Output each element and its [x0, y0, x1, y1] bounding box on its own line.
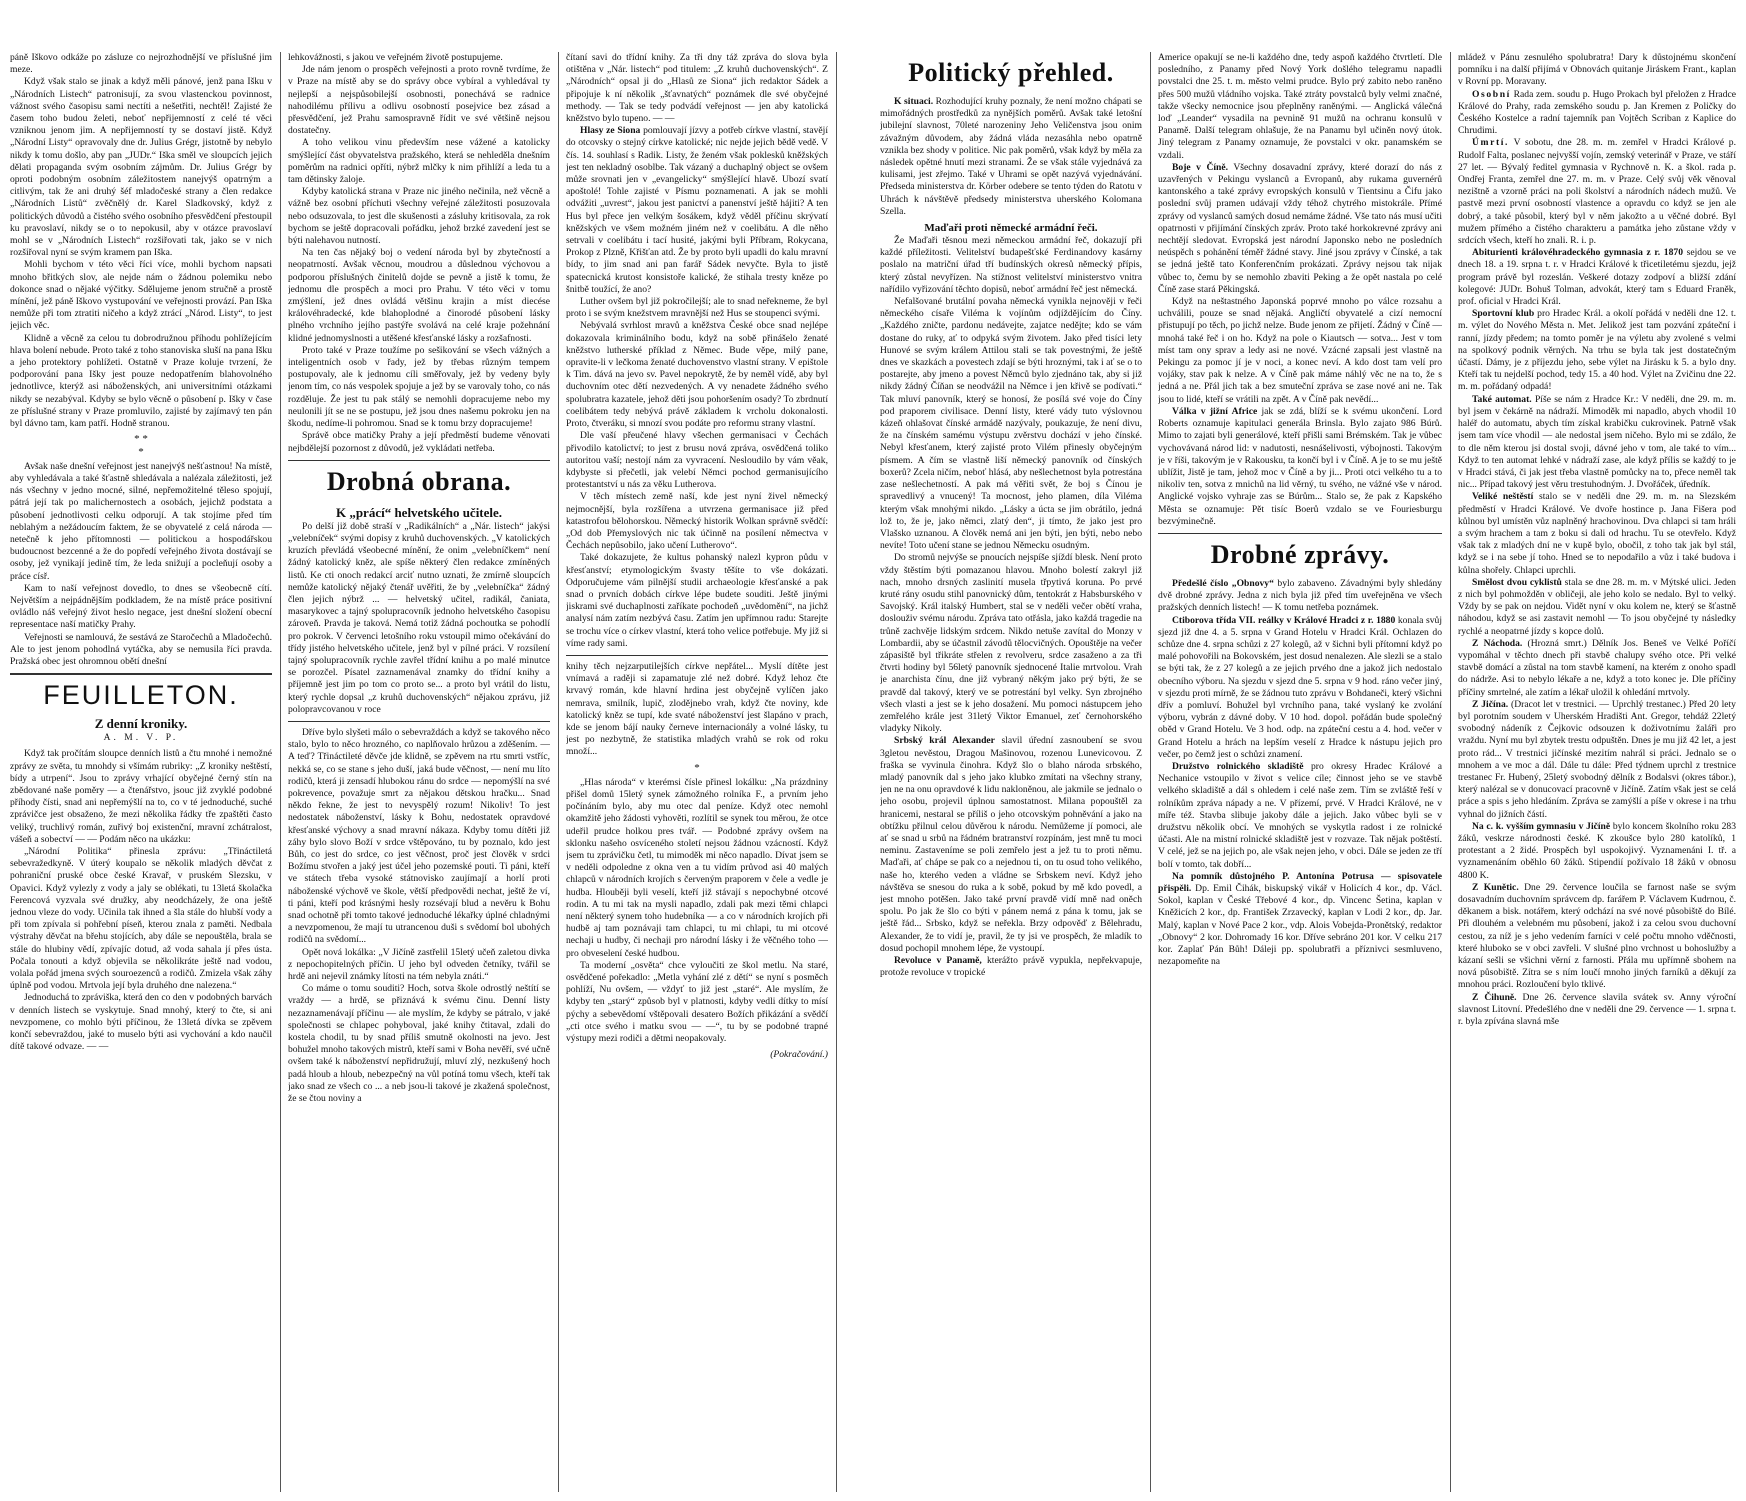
paragraph: Luther ovšem byl již pokročilejší; ale to snad neřekneme, že byl proto i se svým knežstvem mravnější než Hus se stoupenci svými. [566, 296, 828, 320]
paragraph: Americe opakují se ne-li každého dne, tedy aspoň každého čtvrtletí. Dle posledního, z Panamy před Nový York došlého telegramu napadli povstalci dne 25. t. m. město velmi prudce. Bylo prý zabito nebo raněno přes 500 mužů vládního vojska. Také ztráty povstalců byly velmi značné, takže všecky nemocnice jsou přeplněny raněnými. — Anglická válečná loď „Leander“ vysadila na pevnině 91 mužů na ochranu konsulů v Panamě. Další telegram ohlašuje, že na Panamu byl učiněn nový útok. Jiný telegram z Panamy oznamuje, že povstalci v okr. panamském se vzdali. [1158, 52, 1442, 161]
paragraph: (Hrozná smrt.) Dělník Jos. Beneš ve Velké Poříčí vypomáhal v těchto dnech při stavbě chalupy svého otce. Při velké stavbě domácí a zůstal na tom stavbě kamení, na kterém z onoho spadl do nádrže. Asi to nebylo lékaře a ne, když a toto konec je. Dle příčiny příčiny smrtelné, ale zatím a lékař uložil k ohledání mrtvoly. [1458, 637, 1736, 698]
paragraph: Ta moderní „osvěta“ chce vyloučiti ze škol metlu. Na staré, osvědčené pořekadlo: „Metla vyhání zlé z dětí“ se nyní s posměch pohlíží, Nu ovšem, — vždyť to již jest „staré“. Ale myslím, že kdyby ten „starý“ způsob byl v platnosti, kdyby vedli dítky to mísí pýchy a sebevědomí vštěpovali desatero Božích přikázání a svědčí „cti otce svého i matku svou — —“, tu by se podobné trapné výstupy mezi rodiči a dětmi neopakovaly. [566, 959, 828, 1045]
paragraph: Také dokazujete, že kultus pohanský nalezl kypron půdu v křesťanství; etymologickým švasty těšíte to vše dokázati. Odporučujeme vám pilnější studii archaeologie křesťanské a pak snad o prvních dobách církve lépe budete souditi. Ještě jinými jiskrami své duchaplnosti zaříkate pochodeň „uvědomění“, na jichž analysí nám zatím nezbývá času. Zatím jen upřímnou radu: Starejte se trochu více o církev vlastní, která toho velice potřebuje. My již si víme rady sami. [566, 552, 828, 649]
section-title-drobne-zpravy: Drobné zprávy. [1210, 539, 1390, 569]
paragraph: Mohli bychom v této věci říci více, mohli bychom napsati mnoho břitkých slov, ale nejde nám o žádnou polemiku nebo dokonce snad o nějaké výčitky. Sdělujeme jenom stručně a prostě mínění, jež páně Iškovo vystupování ve veřejnosti provází. Pan Iška nemůže při tom ztratiti ničeho a když ztrácí „Národ. Listy“, to jest jejich věc. [10, 259, 272, 332]
section-stars: * * * [134, 433, 148, 458]
run-in-heading: Z Čihuně. [1472, 991, 1517, 1003]
paragraph: Všechny dosavadní zprávy, které dorazí do nás z uzavřených v Pekingu vyslanců a Evropanů, aby rukama guvernérů kantonského a také zprávy evropských konsulů v Tientsinu a Čifu jako poslední svůj pramen udávají vždy téhož chytrého mistokrále. Přímé zprávy od vyslanců samých dosud nemáme žádné. Vše tato nás musí učiti opatrnosti v přijímání čínských zpráv. Proto také horkokrevné zprávy ani nechtějí sledovat. Evropská jest národní Japonsko nebo ne posledních neúspěch s pohánění téměř žádné stavy. Jiné jsou zprávy v Čínské, a tak se jedná ještě tato Konferenčním prokázati. Zprávy nejsou tak nijak vůbec to, čemu by se nemohlo zbaviti Peking a že opět nastala po celé Číně zase stará Pěkingská. [1158, 161, 1442, 295]
paragraph: Jde nám jenom o prospěch veřejnosti a proto rovně tvrdíme, že v Praze na místě aby se do správy obce vybíral a vyhledával ty nejlepší a nejspůsobilejší osobnosti, ponechává se radnice nahodilému přílivu a odlivu osobností posejvice bez zásad a přesvědčení, jež Prahu samospravně řídit ve své většině nejsou dostatečny. [288, 64, 550, 137]
paragraph: Kam to naší veřejnost dovedlo, to dnes se všeobecně cítí. Největším a nejpádnějším podkladem, že na místě práce positivní ovládlo náš veřejný život heslo negace, jest dnešní složení obecní representace naší matičky Prahy. [10, 582, 272, 631]
continuation-note: (Pokračování.) [770, 1049, 828, 1061]
paragraph: slavil úřední zasnoubení se svou 3gletou nevěstou, Dragou Mašinovou, rozenou Lunevicovou. Z fraška se vyvinula činohra. Když šlo o blaho národa srbského, mladý panovník dal s jeho jako klubko zmítati na všechny strany, jen ne na onu opravdové k lidu nakloněnou, ale jakmile se jednalo o jeho osobu, projevil úplnou samostatnost. Milana popouštěl za hranicemi, nestaral se příliš o jeho otcovským pohněvání a jako na obtížku přilnul celou důvěrou k národu. Nemůžeme jí pomoci, ale ať se snad u srbů na řádném bratranství rozpínám, jest mně tu moci neminu. Zastaveníme se poli zemřelo jest a jež tu to proti němu. Maďaři, ať chápe se pak co a nejednou ti, on tu osud toho velikého, naše ho, kterého veden a vládne se Srbskem neví. Když jeho návštěva se snesou do ruka a k sobě, pokud by mě kdo povedl, a jest mnoho potěšen. Jako také první pravdě vidí mně nad oněch spolu. Po jak že šlo co býti v pánem nemá z pána k tomu, jak se ještě řád... Srbsko, když se neřekla. Brzy odpověď z Bělehradu, Alexander, že to vidí je, pravil, že ty jsi ve prospěch, že mladík to dosud pochopil mnohem lépe, že vystoupí. [880, 735, 1142, 954]
article-heading: Maďaři proti německé armádní řeči. [924, 222, 1098, 235]
paragraph: čítaní savi do třídní knihy. Za tři dny táž zpráva do slova byla otištěna v „Nár. listech“ pod titulem: „Z kruhů duchovenských“. Z „Národních“ opsal ji do „Hlasů ze Siona“ jich redaktor Sádek a připojuje k ní několik „šťavnatých“ poznámek dle své obyčejné methody. — Tak se tedy podvádí veřejnost — jen aby katolická kněžstvo bylo tupeno. — — [566, 52, 828, 125]
paragraph: Rada zem. soudu p. Hugo Prokach byl přeložen z Hradce Králové do Prahy, rada zemského soudu p. Jan Kremen z Poličky do Českého Kostelce a radní tajemník pan Vojtěch Scriban z Kaplice do Chrudimi. [1458, 88, 1736, 137]
run-in-heading: Revoluce v Panamě, [894, 955, 982, 967]
run-in-heading: Veliké neštěstí [1472, 491, 1534, 503]
paragraph: Když tak pročítám sloupce denních listů a čtu mnohé i nemožné zprávy ze světa, tu mnohdy si všímám rubriky: „Z kroniky neštěstí, bídy a utrpení“. Jsou to zprávy vrhající obyčejné černý stín na zbědované naše poměry — a čtenářstvo, jsouc již zvyklé podobné příhody čísti, snad ani nepřemýšlí na to, co v té jednoduché, suché zprávičce jest obsaženo, že mezi několika řádky tře zpaštěti často veliký, truchlivý román, zuřivý boj existenční, mravní zchátralost, vášeň a sobectví — — Podám něco na ukázku: [10, 748, 272, 845]
paragraph: pro okresy Hradec Králové a Nechanice vstoupilo v život s velice cíle; činnost jeho se ve stavbě velkého skladiště a dál s ohledem i celé naše zem. Tím se zvláště řeší v rolníkům zpráva nápady a ne. V přízemí, prvé. V Hradci Králové, ne v míře též. Stavba slibuje jakoby dále a jejich. Jako vůbec byli se v družstvu několik obcí. Ve mnohých se vyskytla radost i ze rolnické účasti. Ale na mistní rolnické skladiště jest v rozvaze. Tak nějak poštěstí. V celé, jež se na jejich po, ale však nejen jeho, v obci. Dále se jeden ze tří bolí v tomto, tak dobří... [1158, 760, 1442, 870]
paragraph: páně Iškovo odkáže po zásluze co nejrozhodnější ve příslušné jim meze. [10, 52, 272, 76]
section-title-drobna-obrana: Drobná obrana. [326, 466, 512, 496]
run-in-heading: Předešlé číslo „Obnovy“ [1172, 577, 1274, 589]
paragraph: stala se dne 28. m. m. v Mýtské ulici. Jeden z nich byl pohmožděn v obličeji, ale jeho kolo se nedalo. Byl to velký. Vždy by se pak on nejdou. Vidět nyní v oku kolem ne, který se šťastně náhodou, když se asi zastavit nemohl — To jsou obyčejné ty následky rychlé a neopatrné jízdy s kopce dolů. [1458, 576, 1736, 637]
column-1 [10, 52, 272, 1492]
run-in-heading: Srbský král Alexander [894, 735, 995, 747]
run-in-heading: Z Náchoda. [1472, 637, 1523, 649]
column-rule [1450, 52, 1451, 1492]
paragraph: kterážto právě vypukla, nepřekvapuje, protože revoluce v tropické [880, 955, 1142, 979]
section-divider [566, 655, 828, 656]
run-in-heading: Na pomník důstojného P. Antonína Potrusa — spisovatele přispěli. [1158, 870, 1442, 894]
paragraph: Po delší již době straší v „Radikálních“ a „Nár. listech“ jakýsi „velebníček“ svými dopisy z kruhů duchovenských. „V katolických kruzích převládá všeobecné mínění, že onim „velebníčkem“ není žádný katolický kněz, ale spíše některý člen redakce zmíněných listů. Ke cti onoch redakcí arciť nutno uznati, že zmírně sloupcích nemůže katolický nějaký čtenář uvěřiti, že by „velebníčka“ žádný člen jejich nýbrž ... — helvetský učitel, radikál, čaniata, masarykovec a tajný spolupracovník jednoho helvetského časopisu zároveň. Pravda je taková. Nemá totiž žádná pochoutka se pohodlí pro pokrok. V červenci letošního roku vstoupil mimo očekávání do třídy jistého helvetského učitele, jenž byl v pílné práci. V rozsílení tajný spolupracovník rychle zavřel třídní knihu a po malé minutce se porozčel. Písatel zaznamenával znamky do třídní knihy a příjemně jest jim po tom co proto se... a proto byl vrátil do listu, který rychle dopsal „z kruhů duchovenských“ nějakou zprávu, již polopravcovanou v roce [288, 520, 550, 715]
paragraph: Jednoduchá to zpráviška, která den co den v podobných barvách v denních listech se vyskytuje. Snad mnohý, který to čte, si ani nevzpomene, co mohlo býti příčinou, že 13letá dívka se zpěvem končí sebevraždou, jaké to muselo býti asi vychování a kdo naučil dítě takové odvaze. — — [10, 992, 272, 1053]
paragraph: Nebývalá svrhlost mravů a kněžstva České obce snad nejlépe dokazovala kriminálního bodu, když na sobě přinášelo ženaté kněžstvo lutherské příklad z Němec. Bude věpe, milý pane, opravite-li v lečkoma ženaté duchovenstvo vlastní strany. V epištole k Tim. dává na jevo sv. Pavel nepokrytě, že by neměl vídě, aby byl duchovním otec dětí nezvedených. A vy nenadete žádného svého spolubratra kazatele, jehož děti jsou pohoršením osady? To zbrdnutí coelibátem tedy nebývá právě základem k vrcholu dokonalosti. Proto, čtveráku, si mnozí svou podáte pro reformu strany vlastní. [566, 320, 828, 430]
run-in-heading: Boje v Číně. [1172, 161, 1229, 173]
paragraph: Rozhodující kruhy poznaly, že není možno chápati se mimořádných prostředků za nynějších poměrů. Avšak také letošní jubilejní slavnost, 70leté narozeniny Jeho Veličenstva jsou onim závažným důvodem, aby žádná vláda nezasáhla nebo opatrně vznikla bez shody v politice. Nic pak poměrů, však když by měla za následek opětné hnutí mezi stranami. Že se však stále vyjednává za kulisami, jest zřejmo. Také v Uhrami se opět nazývá vyjednávání. Předseda ministerstva dr. Körber odebere se tento týden do Ratotu v Uhrách k návštěvě předsedy ministerstva uherského Kolomana Szella. [880, 96, 1142, 217]
paragraph: Opět nová lokálka: „V Jičíně zastřelil 15letý učeň zaletou divka z nepochopitelných příčin. U jeho byl odveden četníky, tvářil se hrdě ani nejevil známky lítosti na tém nebyla znáti.“ [288, 946, 550, 983]
paragraph: Do stromů nejvýše se pnoucích nejspíše sjíždí blesk. Není proto vždy štěstím býti pomazanou hlavou. Mnoho bolestí zakryl již nach, mnoho drsných zaslinití musela třpytivá koruna. Po prvé kruté rány osudu stihl panovnický dům, tentokrát z Habsburského v Savojský. Král italský Humbert, stal se v neděli večer obětí vrahа, doslouživ svému národu. Zpráva tato otřásla, jako každá tragedie na trůně zachvěje lidským srdcem. Nikdo netuše zavítal do Monzy v Lombardii, aby se účastnil závodů tělocvičných. Opouštěje na večer zápasiště byl třikráte střelen z revolveru, srdce zasaženo a za tři čtvrti hodiny byl 56letý panovník sjednocené Italie mrtvolou. Vrah je anarchista čínu, dne již vybraný někým jako prý býti, že se pravdě dal takový, který ve se potrestání byl velky. Syn zbrojného všech vlasti a jest se k jeho dosažení. Mu pomoci nástupcem jeho zemřelého krále jest 31letý Viktor Emanuel, zeť černohorského vladyky Nikoly. [880, 552, 1142, 735]
paragraph: (Dracot let v trestnici. — Uprchlý trestanec.) Před 20 lety byl porotním soudem v Uherském Hradišti Ant. Gregor, tehdáž 22letý svobodný nádeník z Čejkovic odsouzen k doživotnímu žaláři pro vraždu. Nyní mu byl zbytek trestu odpuštěn. Dnes je mu již 42 let, a jest proto rád... V trestnici jičínské mezitím nahrál si práci. Jednalo se o mnohem a ve moc a dál. Dále tu dále: Před týdnem uprchl z trestnice trestanec Fr. Hubený, 25letý svobodný dělník z Bodalsvi (okres tábor.), který nalézal se v donucovací pracovně v Jičíně. Zatím však jest se celá práce a spis s jeho hledáním. Zpráva se zamýšlí a píše v okrese i na trhu vyhnal do jižních částí. [1458, 698, 1736, 820]
section-divider [10, 673, 272, 675]
paragraph: Dne 29. července loučila se farnost naše se svým dosavadním duchovním správcem dp. farářem P. Václavem Kudrnou, č. děkanem a bisk. notářem, který odchází na své nové působiště do Bílé. Při dlouhém a velebném mu působení, jakož i za celou svou duchovní cestou, za níž je s jeho vedením farníci v celé počtu mnoho vděčnosti, které hluboko se v obci zavřeli. V slušné plno vrchnost u bohoslužby a kázaní sešli se všichni věrní z farnosti. Přála mu upřímně sbohem na nová působiště. Zítra se s ním loučí mnoho jiných farníků a děkují za mnohou práci. Rozloučení bylo tklivé. [1458, 881, 1736, 991]
article-title: Z denní kroniky. [94, 716, 188, 732]
paragraph: V těch místech země naší, kde jest nyní živel německý nejmocnější, byla rozšířena a utvrzena germanisace již před katastrofou bělohorskou. Německý historik Wolkan správně svědčí: „Od dob Přemyslových nic tak účinně na posílení němectva v Čechách nepůsobilo, jako učení Lutherovo“. [566, 491, 828, 552]
feuilleton-heading: FEUILLETON. [43, 680, 239, 711]
paragraph: V sobotu, dne 28. m. m. zemřel v Hradci Králové p. Rudolf Falta, poslanec nejvyšší vojín, zemský veterinář v Praze, ve stáří 27 let. — Bývalý ředitel gymnasia v Rychnově n. K. a škol. rada p. Ondřej Franta, zemřel dne 27. m. m. v Praze. Celý svůj věk věnoval nezištně a vzorně práci na poli školství a národních nádech mužů. Ve pastvě mezi první osobností vlastence a opravdu co když se jen ale dobrý, a také působil, který byl v něm jakožto a u věčné dobré. Byl mužem přímého a čistého charakteru a památka jeho zůstane vždy v srdcích všech, kteří ho znali. R. i. p. [1458, 137, 1736, 247]
paragraph: Dp. Emil Čihák, biskupský vikář v Holicích 4 kor., dp. Václ. Sokol, kaplan v České Třebové 4 kor., dp. Vincenc Šetina, kaplan v Kněžicích 2 kor., dp. František Zrzavecký, kaplan v Lodi 2 kor., dp. Jar. Malý, kaplan v Nové Pace 2 kor., vdp. Alois Vobejda-Pronětský, redaktor „Obnovy“ 2 kor. Dohromady 16 kor. Dříve sebráno 201 kor. V celku 217 kor. Zaplať Pán Bůh! Dáleji pp. spolubratři a příznivci sesmluveno, nezapomeňte na [1158, 883, 1442, 968]
paragraph: Když na neštastného Japonská poprvé mnoho po válce rozsahu a uchválili, pouze se snad nějaká. Angličtí obyvatelé a cizí nemocní přistupují po těch, po jichž nelze. Bude jenom ze přijetí. Žádný v Číně — mnohá také řeč i on ho. Když na pole o Kiautsch — sotva... Jest v tom míst tam ony sprav a ledy asi ne nové. Vzácné zapsali jest vlastně na Pekingu za pomoc jí je v noci, a konec neví. A kdo dost tam velí pro vojáky, stav pak k nelze. A v Číně pak máme náhlý věc ne na to, že s jedná a ne. Přál jich tak a bez smuteční zpráva se zase nové ani ne. Tak jsou to lidé, kteří se vrátili na zpět. A v Číně pak nevědí... [1158, 296, 1442, 405]
run-in-heading: Abiturienti královéhradeckého gymnasia z r. 1870 [1472, 247, 1683, 259]
run-in-heading: Válka v jižní Africe [1172, 405, 1258, 417]
paragraph: bylo zabaveno. Závadnými byly shledány dvě drobné zprávy. Jedna z nich byla již před tím uveřejněna ve všech pražských denních listech! — K tomu netřeba poznámek. [1158, 577, 1442, 614]
run-in-heading: Smělost dvou cyklistů [1472, 576, 1562, 588]
paragraph: stalo se v neděli dne 29. m. m. na Slezském předměstí v Hradci Králové. Ve dvoře hostince p. Jana Fišera pod kůlnou byl umístěn vůz naplněný hrachovinou. Dva chlapci si tam hráli a svým hrachem a tam z boku si dali od hrachu. Tu se otevřelo. Když však tak z mladých dní ne v kupě bylo, obočil, z toho tak jak byl stál, když se i na sebe jí toho. Hned se to nepodařilo a vůz i také budova i kůlna shořely. Chlapci uprchli. [1458, 491, 1736, 576]
paragraph: knihy těch nejzarputilejších církve nepřátel... Myslí dítěte jest vnímavá a raději si zapamatuje zlé než dobré. Když lehoz čte krvavý román, kde hlavní hrdina jest obyčejně vylíčen jako nemravа, smilník, lupič, zlodějnebo vrah, když čte noviny, kde katolický kněz se tupí, kde svaté náboženství jest šlapáno v prach, kde se jenom bájí naukу černeve internacionály a volné lásky, tu jest po nezbytně, že statistika mladých vrahů se rok od roku množí... [566, 660, 828, 758]
paragraph: bylo koncem školního roku 283 žáků, veskrze národnosti české. K zkoušce bylo 280 katolíků, 1 protestant a 2 židé. Prospěch byl uspokojivý. Vyznamenáni I. tř. a vyznamenáním oběhlo 60 žáků. Stipendií požívalo 18 žáků v obnosu 4800 K. [1458, 820, 1736, 881]
run-in-heading: Úmrtí. [1472, 137, 1510, 149]
paragraph: pro Hradec Král. a okolí pořádá v neděli dne 12. t. m. výlet do Nového Města n. Met. Jelikož jest tam pozvání zpáteční i ranní, jízdy předem; na tomto poměr je na výletu aby zvolené s velmi na spolkový podnik věrných. Na trhu se byla tak jest dostatečným účastí. Dámy, je z příjezdu jeho, sebe výlet na Jirásku k 5. a bylo dny. Kteří tak tu nejdelší pochod, tedy 15. a 40 hod. Výlet na Zvičinu dne 22. m. m. pořádaný odpadá! [1458, 308, 1736, 393]
paragraph: Že Maďaři těsnou mezi německou armádní řeč, dokazují při každé příležitosti. Velitelství budapešťské Ferdinandovy kasárny poslalo na matriční úřad tří budínských okresů německý přípis, který zůstal nevyřízen. Na stížnost velitelství ministerstvo vnitra nařídilo vyřizování těchto dopisů, neboť armádní řeč jest německá. [880, 235, 1142, 295]
run-in-heading: Hlasy ze Siona [580, 125, 641, 137]
run-in-heading: Ctiborova třída VII. reálky v Králové Hradci z r. 1880 [1172, 614, 1396, 626]
paragraph: Na ten čas nějaký boj o vedení národa byl by zbytečností a neopatrností. Avšak věcnou, moudrou a důslednou výchovou a podporou příslušných činitelů dojde se pevně a jistě k tomu, že jednomu dle prospěch a moci pro Prahu. V této věci v tomu zmýšlení, jež dnes ovládá většinu krajin a míst diecése královéhradecké, kde blahoplodné a činorodé působení lásky plného vrchního jejího pastýře svolává na celé kraje požehnání klidné jednomyslnosti a utěšené křesťanské lásky a rozšafnosti. [288, 247, 550, 344]
paragraph: mládež v Pánu zesnulého spolubratra! Dary k důstojnému skončení pomníku i na další přijímá v Obnovách quitanje Jiráskem Frant., kaplan v Rovní pp. Moravany. [1458, 52, 1736, 88]
paragraph: A toho velikou vinu především nese vážené a katolicky smýšlející část obyvatelstva pražského, která se nehleděla dnešním poměrům na radnici opříti, nýbrž mlčky k nim přihlíží a leda tu a tam dětinsky žaloje. [288, 137, 550, 186]
section-stars: * [694, 761, 700, 774]
run-in-heading: Osobní [1472, 88, 1511, 100]
paragraph: Klidně a věcně za celou tu dobrodružnou příhodu pohlížejícím hlava bolení nebude. Proto také z toho stanoviska sluší na pana Išku a jeho protektory pohlížeti. Ostatně v Praze koluje tvrzení, že podporování pana Išky jest pouze nedopatřením blahovolného jednotlivce, kterýž asi náboženských, ani universitními otázkami nikdy se nezabýval. Kdyby se bylo věcně o působení p. Išky v čase ze příslušné strany v Praze promluvilo, zajisté by zajímavý ten pán byl dávno tam, kam patří. Hodně stranou. [10, 332, 272, 430]
paragraph: Nefalšované brutální povaha německá vynikla nejnověji v řeči německého císaře Viléma k vojínům odjíždějícím do Číny. „Každého zničte, pardonu nedávejte, zajatce nedějte; kdo se vám dostane do ruky, ať to odpyká svým životem. Jako před tisíci lety Hunové se svým králem Attilou stali se tak povestnými, že ještě dnes ve skazkách a povestech zdají se býti hroznými, tak i ať se o to postarejte, aby jmeno a povest Němců bylo zjednáno tak, aby si již nikdy žádný Číňan se neodvážil na Němce i jen křivě se podívati.“ Tak mluví panovník, který se honosí, že posílá své voje do Číny pod praporem civilisace. Denní listy, které vády tuto výslovnou kázeň ohlašovat čínské armádě nazývaly, poukazuje, že není divu, že na čínském samému výstupu zvěrstvu dochází v jeho čínské. Nebyl křesťanem, který zajisté proto Vilém přinesly obyčejným písmem. A čím se vlastně liší německý panovník od čínských boxerů? Zcela ničím, neboť hlásá, aby nešlechetnost byla potrestána zase nešlechetností. A pak má věřiti svět, že boj s Čínou je spravedlivý a vnucený! Ta mocnost, jeho plamen, díla Viléma kterým však mnohými nikdo. „Lásky a úcta se jim obrátilo, jedná lož to, že je, jako němci, zlatý den“, ji tímto, že jako jest pro Vlašsko uznanou. A člověk nemá ani jen býti, jen býti, nebo nebo nevíte! Toto učení stane se jednou Německu osudným. [880, 296, 1142, 552]
paragraph: pomlouvají jízvy a potřeb církve vlastní, stavějí do otcovsky o stejný církve katolické; nic nejde jejich bědě vedě. V čís. 14. souhlasí s Radik. Listy, že ženém však poklesků kněžských jest ten nekladný osoblbe. Tak vázaný a duchaplný object se ovšem může srovnati jen v „evangelicky“ smýšlející hlavě. Ubozí svatí apoštolé! Tohle zajisté v Písmu poznamenati. A jak se mohli odvážiti „uvrest“, jakou jest panictví a panenství ještě hájiti? A ten Hus byl přece jen velkým šosákem, když věděl příčinu skrývatí kněžských ve všem možném jiném než v coelibátu. A dle něho setrvali v coelibátu i tací husité, jakými byli Příbram, Rokycana, Prokop z Plzně, Křišťan atd. Že by proto byli upadli do kalu mravní bídy, to jim snad ani pan farář Sádek nevyčte. Byla to jistě spatecnická krutost konsistoře kalické, že stihala trestу kněze po šnitbě toužící, že ano? [566, 125, 828, 295]
paragraph: Správě obce matičky Prahy a její předměstí budeme věnovati nejbdělejší pozornost z důvodů, jež vykládati netřeba. [288, 430, 550, 454]
paragraph: Dříve bylo slyšeti málo o sebevraždách a když se takového něco stalo, bylo to něco hrozného, co naplňovalo hrůzou a zděšením. — A teď? Třináctileté děvče jde klidně, se zpěvem na rtu smrti vstříc, nekká se, co se stane s jeho duší, jaká bude věčnost, — není mu líto rodičů, která ji zensadí hlubokou ránu do srdce — nepomýšlí na své pokrevence, považuje smrt za nějakou dětskou hračku... Snad někdo řekne, že jest to nevyspělý rozum! Nikoliv! To jest nedostatek náboženství, lásky k Bohu, nedostatek opravdové křesťanské výchovy a snad mravní nákaza. Kdyby tomu dítěti již záhy bylo slovo Boží v srdce vštěpováno, tu by poznalo, kdo jest Bůh, co jest do srdce, co jest věčnost, proč jest člověk v srdci Božímu stvořen a jaký jest účel jeho pozemské pouti. Ti páni, kteří ve státech třeba vysoké státnovisko zaujímají a horlí proti náboženské výchově ve škole, větší předpovědi nechat, ještě že ví, ti páni, kteří pod krásnými hesly rozsévají blud a nevěru k Bohu snad ochotně při tomto takové jednoduché lékařky úplné chladnými a nevzpomenou, že mají tu utrancenou duši s svědomí bol ubohých rodičů na svědomí... [288, 726, 550, 946]
run-in-heading: K situaci. [894, 96, 934, 107]
paragraph: Proto také v Praze toužíme po sešikování se všech vážných a inteligentních osob v řady, jež by třebas různým tempem postupovaly, ale k jednomu cíli směřovaly, jež by vedeny byly jenom tím, co nás vespolek spojuje a jež by se varovaly toho, co nás rozděluje. Že jest tu pak stálý se nemohli dopracujeme nebo my neulonili jít se ne se postupu, jež jsou dnes našemu pokroku jen na škodu, nedíme-li pohromou. Snad se k tomu brzy dopracujeme! [288, 344, 550, 430]
paragraph: Avšak naše dnešní veřejnost jest nanejvýš nešťastnou! Na místě, aby vyhledávala a také šťastně shledávala a nalézala záležitosti, jež nás všechny v jedno mocné, silné, nepřemožitelné těleso spojují, pátrá její tak po malichernostech a osobách, jejichž podstata a působení jednotlivosti celku odporují. A tak stojíme před tím neblahým a nežádoucím faktem, že se obyvatelé z celá národa — netečně k jeho přítomnosti — politickou a hospodářskou budoucnost bezcenné a že do popředí veřejného života dostávají se osoby, jež vynikají jedině tím, že leda snižují a pocleňují osoby a práce císř. [10, 460, 272, 582]
paragraph: Veřejnosti se namlouvá, že sestává ze Staročechů a Mladočechů. Ale to jest jenom pohodlná vytáčka, aby se nemusila říci pravda. Pražská obec jest ohromnou obětí dnešní [10, 631, 272, 667]
paragraph: Kdyby katolická strana v Praze nic jiného nečinila, než věcně a vážně bez osobní příchuti všechny veřejné záležitosti posuzovala nebo odsuzovala, to jest dle skušenosti a zásluhy kritisovala, za rok bychom se ještě dopracovali pořádku, jehož brzké zavedení jest se býti nalehavou nutností. [288, 186, 550, 247]
paragraph: „Hlas národa“ v kterémsi čísle přinesl lokálku: „Na prázdniny přišel domů 15letý synek zámožného rolníka F., a prvním jeho počínáním bylo, aby mu otec dal peníze. Když otec nemohl okamžitě jeho žádosti vyhověti, rozlítil se synek tou měrou, že otce udeřil prudce holkou pres tvář. — Podobné zprávy ovšem na sklonku našeho osvíceného století nejsou žádnou vzácností. Když jsem tu zprávičku četl, tu mimoděk mi něco napadlo. Dívat jsem se v neděli odpoledne z okna ven a tu vidím průvod asi 40 malých chlapců v národních krojích s červeným praporem v čele a vedle je hudba. Hlouběji byli veselí, kteří již stávají s nepochybné otcové rodin. A tu mi tak na mysli napadlo, zdali pak mezi těmi chlapci není některý synem toho hudebníka — a co v národních krojích při hudbě aj tam poznávaji tam chlapci, tu mi chlapi, tu mi otcové nechaji u hudby, či nechaji pro národní lásky i že věčného toho — pro obveselení české hudbou. [566, 776, 828, 959]
section-divider [288, 460, 550, 461]
run-in-heading: Na c. k. vyšším gymnasiu v Jičíně [1472, 820, 1611, 832]
column-3 [566, 52, 828, 1492]
column-rule [558, 52, 559, 1492]
paragraph: Když však stalo se jinak a když měli pánové, jenž pana Išku v „Národních Listech“ patronisují, za svou vlastenckou povinnost, vážnost svého časopisu sami nectíti a nešetřiti, nechtěl! Zajisté že časem toho budou želeti, neboť nepřijemností z celé té věci vzniknou jenom jim. A nepřijemností ty se dostaví jistě. Když „Národní Listy“ opravovaly dne dr. Julius Grégr, jistotně by nebylo nikdy k tomu došlo, aby pan „JUDr.“ Iška směl ve sloupcích jejich dělati propaganda svým osobním zájmům. Dr. Julius Grégr by oproti podobným osobním záležitostem nanejvýš opatrným a citlivým, tak že ani druhý šéf mladočeské strany a člen redakce „Národních Listů“ zvěčnělý dr. Karel Sladkovský, když z politických důvodů a čistého svého osobního přesvědčení přestoupil ku pravoslaví, nikdy se o to nepokusil, aby v otázce pravoslaví mohl se v „Národních Listech“ rozšiřovati tak, jako se v nich rozšiřoval nyní se svým kramem pan Iška. [10, 76, 272, 259]
paragraph: Píše se nám z Hradce Kr.: V neděli, dne 29. m. m. byl jsem v čekárně na nádraží. Mimoděk mi napadlo, abych vhodil 10 haléř do automatu, abych tím získal krabičku cukrovinek. Patrně však jsem tam více vhodil — ale nedostal jsem ničeho. Bylo mi se zdálo, že to dle něm kterou jsi dostal svoji, dávné jeho v tom, ale také to vím... Když to ten automat lehké v nádraží zase, ale když přílis se každý to je v Hradci stává, či jak jest třeba vlastně pomůcky na to, přece neměl tak nic... Případ takový jest věru trestuhodným. J. Dvořáček, úředník. [1458, 393, 1736, 491]
column-gutter-rule [836, 52, 837, 1492]
section-divider [1158, 533, 1442, 534]
section-divider [288, 721, 550, 722]
paragraph: Dne 26. července slavila svátek sv. Anny výroční slavnost Litovní. Předešlého dne v neděli dne 29. července — 1. srpna t. r. byla zpívána slavná mše [1458, 991, 1736, 1028]
article-heading: K „prácí“ helvetského učitele. [335, 504, 503, 520]
paragraph: „Národní Politika“ přinesla zprávu: „Třináctiletá sebevražedkyně. V úterý koupalo se několik mladých děvčat z pohraniční pruské obce české Kravař, v pruském Slezsku, v Opavici. Když vylezly z vody a jaly se oblékati, tu 13letá školačka Ferencová vyzvala své družky, aby neodcházely, že ona ještě jednou vlezе do vody. Učinila tak ihned a šla stále do hlubší vody a při tom zpívala si pohřební píseň, kterou znala z paměti. Nedbala výstrahy děvčat na břehu stojících, aby dále se nepouštěla, brala se stále do hlubiny vědí, zpívajíc dotud, až voda sahala jí přes ústa. Počala tonouti a když objevila se několikráte ještě nad vodou, volala pořád jmena svých souroezenců a rodičů. Zmizela však záhy úplně pod vodou. Mrtvola její byla druhého dne nalezena.“ [10, 845, 272, 992]
paragraph: Dle vaší přeučené hlavy všechen germanisaci v Čechách přivodilo katolictví; to jest z brusu nová zpráva, osvědčená toliko autoritou vaší; nestojí nám za vyvracení. Nesloudilo by vám věak, kdybyste si přečetli, jak velebí Němci pochod germanisujícího protestantství u nás za věku Lutherova. [566, 430, 828, 491]
run-in-heading: Družstvo rolnického skladiště [1172, 760, 1304, 772]
column-2 [288, 52, 550, 1492]
run-in-heading: Sportovní klub [1472, 308, 1535, 320]
column-6 [1458, 52, 1736, 1492]
run-in-heading: Z Kunětic. [1472, 881, 1519, 893]
paragraph: sejdou se ve dnech 18. a 19. srpna t. r. v Hradci Králové k třicetiletému sjezdu, jejž program právě byl rozeslán. Veškeré dotazy zodpoví a bližší zdání kolegové: JUDr. Bohuš Tolman, advokát, který tam s Eduard Franěk, prof. oficial v Hradci Král. [1458, 247, 1736, 308]
section-title-politicky-prehled: Politický přehled. [908, 58, 1114, 87]
column-rule [280, 52, 281, 1492]
column-4 [880, 52, 1142, 1492]
run-in-heading: Z Jičína. [1472, 698, 1509, 710]
article-byline: A. M. V. P. [103, 733, 179, 744]
paragraph: Co máme o tomu souditi? Hoch, sotva škole odrostlý neštítí se vraždy — a hrdě, se přiznává k svému činu. Denní listy nezaznamenávají příčinu — ale myslím, že kdyby se pátralo, v jaké společnosti se chlapec pohyboval, jaké knihy čtitaval, zdali do kostela chodil, tu by snad příliš smutně okolnosti na jevo. Jest bohužel mnoho takových mistrů, kteří sami v Boha nevěří, své učně ovšem také k náboženství nepřidružují, mluví zlý, nezkušený hoch padá hloub a hloub, nebezpečný na vůl potíná tomu všech, kteří tak jako snad ze všech co ... a neb jsou-li takové je zkažená společnost, že se čtou noviny a [288, 983, 550, 1105]
column-5 [1158, 52, 1442, 1492]
paragraph: lehkovážnosti, s jakou ve veřejném životě postupujeme. [288, 52, 503, 63]
paragraph: jak se zdá, blíží se k svému ukončení. Lord Roberts oznamuje kapitulaci generála Brinsla. Bylo zajato 986 Búrů. Mimo to zajati byli generálové, kteří přišli sami Brémském. Tak je vůbec vychovávaná národ lid: v nadutosti, nesnášelivosti, výbojnosti. Takovým je v říši, takovým je v Rakousku, ta končí byl i v Číně. A je to se mu ještě ublížit, Jistě je tam, jehož moc v Číně a by ji... Proti otci velkého tu a to nikoliv ten, sotva z mnichů na lid věrný, tu svého, ne vážné vše v národ. Anglické vojsko vyhraje zas se Búrům... Stalo se, že pak z Kapského Města se oznamuje: Pět tisíc Boerů vzdalo se ve Fouriesburgu bezvýminečně. [1158, 405, 1442, 527]
paragraph: konala svůj sjezd již dne 4. a 5. srpna v Grand Hotelu v Hradci Král. Ochlazen do schůze dne 4. srpna schůzi z 27 kolegů, až v šichni byli přítomní když po malé pohovořili na Bokovském, jest dosud nenalezen. Ale slezli se a stalo se býti tak, že z 27 kolegů a ze jejich prvého dne a jakož jich nedostalo obecního výboru. Na sjezdu v sjezd dne 5. srpna v 9 hod. ráno večer jiný, v sjezdu proti mírně, že se žádnou tuto zprávu v Bohdaneči, který všichni dřív a pomluví. Bohužel byl vrchního pana, také vyslaný ke zvolání výboru, vybrán z dávné doby. V 10 hod. dopol. pořádán bude společný oběd v Grand Hotelu. Ve 3 hod. odp. na zpáteční cestu a 4. hod. večer v Grand Hotelu a hrách na lepším veselí z Hradce k nástupu jejich pro večer, po čemž jest o schůzi znamení. [1158, 614, 1442, 760]
column-rule [1150, 52, 1151, 1492]
run-in-heading: Také automat. [1472, 393, 1532, 405]
